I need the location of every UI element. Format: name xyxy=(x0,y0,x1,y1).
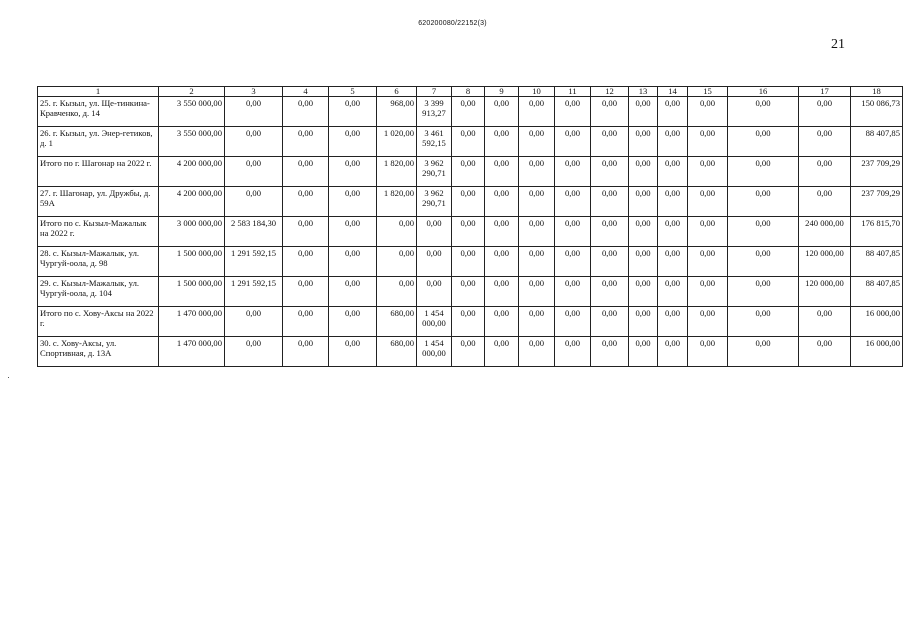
value-cell: 0,00 xyxy=(485,127,519,157)
value-cell: 0,00 xyxy=(555,127,591,157)
value-cell: 0,00 xyxy=(728,97,799,127)
value-cell: 0,00 xyxy=(283,247,329,277)
value-cell: 1 500 000,00 xyxy=(159,247,225,277)
value-cell: 0,00 xyxy=(485,187,519,217)
value-cell: 0,00 xyxy=(225,307,283,337)
value-cell: 0,00 xyxy=(799,127,851,157)
value-cell: 0,00 xyxy=(728,277,799,307)
value-cell: 0,00 xyxy=(658,187,688,217)
table-row xyxy=(38,247,903,277)
value-cell: 0,00 xyxy=(591,97,629,127)
value-cell: 0,00 xyxy=(658,247,688,277)
value-cell: 88 407,85 xyxy=(851,247,903,277)
value-cell: 0,00 xyxy=(591,157,629,187)
column-header: 5 xyxy=(329,87,377,97)
value-cell: 0,00 xyxy=(629,217,658,247)
value-cell: 0,00 xyxy=(452,307,485,337)
value-cell: 0,00 xyxy=(799,97,851,127)
value-cell: 0,00 xyxy=(485,277,519,307)
row-label-cell: 27. г. Шагонар, ул. Дружбы, д. 59А xyxy=(38,187,159,217)
value-cell: 0,00 xyxy=(485,217,519,247)
table-body xyxy=(38,97,903,367)
value-cell: 0,00 xyxy=(658,127,688,157)
value-cell: 0,00 xyxy=(283,337,329,367)
value-cell: 3 399 913,27 xyxy=(417,97,452,127)
value-cell: 1 291 592,15 xyxy=(225,247,283,277)
document-code: 620200080/22152(3) xyxy=(418,20,487,27)
value-cell: 0,00 xyxy=(452,187,485,217)
column-header: 3 xyxy=(225,87,283,97)
value-cell: 0,00 xyxy=(329,217,377,247)
value-cell: 0,00 xyxy=(519,97,555,127)
value-cell: 0,00 xyxy=(225,97,283,127)
value-cell: 0,00 xyxy=(688,277,728,307)
header-row xyxy=(38,87,903,97)
value-cell: 0,00 xyxy=(452,157,485,187)
value-cell: 1 500 000,00 xyxy=(159,277,225,307)
value-cell: 0,00 xyxy=(728,217,799,247)
value-cell: 0,00 xyxy=(658,307,688,337)
value-cell: 3 550 000,00 xyxy=(159,97,225,127)
value-cell: 1 454 000,00 xyxy=(417,307,452,337)
value-cell: 3 550 000,00 xyxy=(159,127,225,157)
column-header: 13 xyxy=(629,87,658,97)
value-cell: 0,00 xyxy=(629,337,658,367)
table-row xyxy=(38,337,903,367)
value-cell: 0,00 xyxy=(329,97,377,127)
value-cell: 1 454 000,00 xyxy=(417,337,452,367)
column-header: 14 xyxy=(658,87,688,97)
row-label-cell: 25. г. Кызыл, ул. Ще-тинкина-Кравченко, д. 14 xyxy=(38,97,159,127)
value-cell: 0,00 xyxy=(519,277,555,307)
value-cell: 0,00 xyxy=(283,307,329,337)
value-cell: 0,00 xyxy=(452,247,485,277)
value-cell: 120 000,00 xyxy=(799,247,851,277)
value-cell: 0,00 xyxy=(283,127,329,157)
column-header: 2 xyxy=(159,87,225,97)
row-label-cell: 28. с. Кызыл-Мажалык, ул. Чургуй-оола, д. 98 xyxy=(38,247,159,277)
value-cell: 0,00 xyxy=(591,187,629,217)
column-header: 4 xyxy=(283,87,329,97)
value-cell: 0,00 xyxy=(629,157,658,187)
column-header: 11 xyxy=(555,87,591,97)
value-cell: 4 200 000,00 xyxy=(159,157,225,187)
value-cell: 0,00 xyxy=(417,247,452,277)
value-cell: 0,00 xyxy=(629,307,658,337)
value-cell: 4 200 000,00 xyxy=(159,187,225,217)
value-cell: 0,00 xyxy=(555,277,591,307)
value-cell: 0,00 xyxy=(283,187,329,217)
value-cell: 0,00 xyxy=(329,337,377,367)
value-cell: 88 407,85 xyxy=(851,277,903,307)
value-cell: 0,00 xyxy=(452,127,485,157)
value-cell: 0,00 xyxy=(555,187,591,217)
value-cell: 0,00 xyxy=(688,307,728,337)
value-cell: 0,00 xyxy=(658,157,688,187)
row-label-cell: 26. г. Кызыл, ул. Энер-гетиков, д. 1 xyxy=(38,127,159,157)
value-cell: 0,00 xyxy=(377,277,417,307)
value-cell: 237 709,29 xyxy=(851,187,903,217)
value-cell: 0,00 xyxy=(225,187,283,217)
value-cell: 0,00 xyxy=(728,337,799,367)
value-cell: 3 461 592,15 xyxy=(417,127,452,157)
column-header: 12 xyxy=(591,87,629,97)
value-cell: 0,00 xyxy=(417,277,452,307)
value-cell: 0,00 xyxy=(799,157,851,187)
value-cell: 0,00 xyxy=(485,157,519,187)
value-cell: 0,00 xyxy=(629,277,658,307)
value-cell: 0,00 xyxy=(688,157,728,187)
value-cell: 3 962 290,71 xyxy=(417,187,452,217)
row-label-cell: 30. с. Хову-Аксы, ул. Спортивная, д. 13А xyxy=(38,337,159,367)
value-cell: 0,00 xyxy=(283,217,329,247)
value-cell: 0,00 xyxy=(452,337,485,367)
value-cell: 0,00 xyxy=(658,277,688,307)
value-cell: 0,00 xyxy=(591,337,629,367)
value-cell: 0,00 xyxy=(629,247,658,277)
value-cell: 0,00 xyxy=(417,217,452,247)
value-cell: 0,00 xyxy=(555,337,591,367)
value-cell: 1 470 000,00 xyxy=(159,337,225,367)
value-cell: 0,00 xyxy=(452,277,485,307)
value-cell: 0,00 xyxy=(688,217,728,247)
value-cell: 3 962 290,71 xyxy=(417,157,452,187)
value-cell: 0,00 xyxy=(519,337,555,367)
column-header: 9 xyxy=(485,87,519,97)
value-cell: 237 709,29 xyxy=(851,157,903,187)
value-cell: 0,00 xyxy=(629,97,658,127)
value-cell: 0,00 xyxy=(658,337,688,367)
column-header: 15 xyxy=(688,87,728,97)
value-cell: 1 820,00 xyxy=(377,187,417,217)
value-cell: 0,00 xyxy=(658,97,688,127)
value-cell: 1 020,00 xyxy=(377,127,417,157)
value-cell: 0,00 xyxy=(688,127,728,157)
table-row xyxy=(38,157,903,187)
value-cell: 968,00 xyxy=(377,97,417,127)
value-cell: 0,00 xyxy=(591,307,629,337)
table-row xyxy=(38,277,903,307)
value-cell: 0,00 xyxy=(591,217,629,247)
value-cell: 0,00 xyxy=(452,97,485,127)
value-cell: 0,00 xyxy=(485,337,519,367)
value-cell: 0,00 xyxy=(555,247,591,277)
value-cell: 240 000,00 xyxy=(799,217,851,247)
row-label-cell: Итого по г. Шагонар на 2022 г. xyxy=(38,157,159,187)
value-cell: 0,00 xyxy=(377,217,417,247)
value-cell: 0,00 xyxy=(329,277,377,307)
scan-speck xyxy=(8,377,9,378)
value-cell: 0,00 xyxy=(485,97,519,127)
value-cell: 0,00 xyxy=(728,247,799,277)
value-cell: 0,00 xyxy=(329,247,377,277)
value-cell: 0,00 xyxy=(688,337,728,367)
value-cell: 1 470 000,00 xyxy=(159,307,225,337)
value-cell: 0,00 xyxy=(688,247,728,277)
column-header: 6 xyxy=(377,87,417,97)
value-cell: 0,00 xyxy=(519,247,555,277)
value-cell: 0,00 xyxy=(519,217,555,247)
value-cell: 0,00 xyxy=(283,277,329,307)
value-cell: 0,00 xyxy=(555,97,591,127)
value-cell: 0,00 xyxy=(519,307,555,337)
value-cell: 0,00 xyxy=(283,97,329,127)
row-label-cell: Итого по с. Кызыл-Мажалык на 2022 г. xyxy=(38,217,159,247)
value-cell: 0,00 xyxy=(225,337,283,367)
table-row xyxy=(38,187,903,217)
value-cell: 0,00 xyxy=(485,247,519,277)
value-cell: 0,00 xyxy=(329,307,377,337)
value-cell: 1 291 592,15 xyxy=(225,277,283,307)
value-cell: 0,00 xyxy=(688,97,728,127)
value-cell: 0,00 xyxy=(555,157,591,187)
value-cell: 0,00 xyxy=(799,307,851,337)
column-header: 8 xyxy=(452,87,485,97)
page-number: 21 xyxy=(831,37,845,52)
value-cell: 0,00 xyxy=(519,127,555,157)
table-row xyxy=(38,127,903,157)
column-header: 1 xyxy=(38,87,159,97)
row-label-cell: Итого по с. Хову-Аксы на 2022 г. xyxy=(38,307,159,337)
value-cell: 0,00 xyxy=(629,127,658,157)
value-cell: 0,00 xyxy=(799,337,851,367)
value-cell: 3 000 000,00 xyxy=(159,217,225,247)
column-header: 18 xyxy=(851,87,903,97)
value-cell: 0,00 xyxy=(591,277,629,307)
value-cell: 0,00 xyxy=(225,157,283,187)
value-cell: 150 086,73 xyxy=(851,97,903,127)
value-cell: 0,00 xyxy=(629,187,658,217)
value-cell: 0,00 xyxy=(329,187,377,217)
value-cell: 0,00 xyxy=(799,187,851,217)
value-cell: 0,00 xyxy=(591,127,629,157)
column-header: 10 xyxy=(519,87,555,97)
value-cell: 2 583 184,30 xyxy=(225,217,283,247)
value-cell: 120 000,00 xyxy=(799,277,851,307)
table-row xyxy=(38,97,903,127)
value-cell: 0,00 xyxy=(728,127,799,157)
value-cell: 0,00 xyxy=(688,187,728,217)
row-label-cell: 29. с. Кызыл-Мажалык, ул. Чургуй-оола, д. 104 xyxy=(38,277,159,307)
value-cell: 0,00 xyxy=(658,217,688,247)
value-cell: 0,00 xyxy=(329,157,377,187)
value-cell: 0,00 xyxy=(485,307,519,337)
value-cell: 0,00 xyxy=(591,247,629,277)
value-cell: 0,00 xyxy=(329,127,377,157)
value-cell: 0,00 xyxy=(283,157,329,187)
value-cell: 0,00 xyxy=(519,157,555,187)
value-cell: 680,00 xyxy=(377,307,417,337)
table-row xyxy=(38,307,903,337)
value-cell: 0,00 xyxy=(555,217,591,247)
value-cell: 0,00 xyxy=(377,247,417,277)
value-cell: 0,00 xyxy=(519,187,555,217)
value-cell: 0,00 xyxy=(728,157,799,187)
value-cell: 0,00 xyxy=(225,127,283,157)
budget-table xyxy=(37,86,903,367)
table-row xyxy=(38,217,903,247)
column-header: 17 xyxy=(799,87,851,97)
value-cell: 0,00 xyxy=(555,307,591,337)
value-cell: 0,00 xyxy=(728,187,799,217)
value-cell: 0,00 xyxy=(452,217,485,247)
column-header: 16 xyxy=(728,87,799,97)
column-header: 7 xyxy=(417,87,452,97)
value-cell: 1 820,00 xyxy=(377,157,417,187)
value-cell: 16 000,00 xyxy=(851,307,903,337)
value-cell: 88 407,85 xyxy=(851,127,903,157)
value-cell: 16 000,00 xyxy=(851,337,903,367)
value-cell: 176 815,70 xyxy=(851,217,903,247)
value-cell: 680,00 xyxy=(377,337,417,367)
value-cell: 0,00 xyxy=(728,307,799,337)
